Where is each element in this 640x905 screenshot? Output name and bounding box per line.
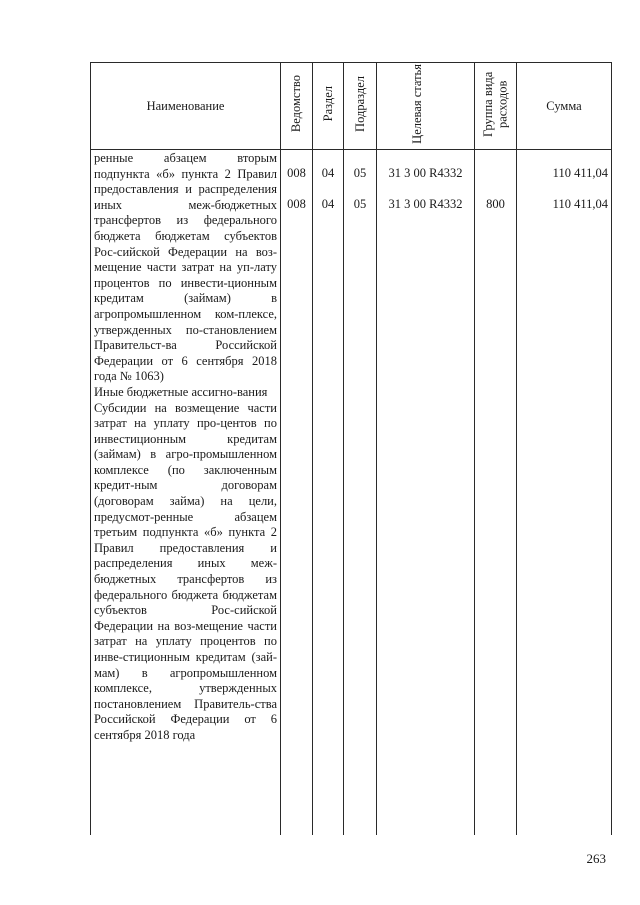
table-row	[91, 150, 612, 835]
header-section: Раздел	[313, 63, 344, 150]
row2-target: 31 3 00 R4332	[388, 196, 463, 211]
expense-group-cell	[475, 150, 517, 835]
header-subsection: Подраздел	[344, 63, 377, 150]
target-cell	[377, 150, 475, 835]
name-cell	[91, 150, 281, 835]
dept-cell	[281, 150, 313, 835]
header-expense-group: Группа вида расходов	[475, 63, 517, 150]
header-name: Наименование	[91, 63, 281, 150]
row2-subsection: 05	[353, 196, 367, 211]
text-block-1: ренные абзацем вторым подпункта «б» пункта 2 Правил предоставления и распределения иных меж-бюджетных трансфертов из федерального бюджета бюджетам субъектов Рос-сийской Федерации на воз-мещение части затрат на уп-лату процентов по инвести-ционным кредитам (займам) в агропромышленном ком-плексе, утвержденных по-становлением Правительст-ва Российской Федерации от 6 сентября 2018 года № 1063)	[94, 151, 277, 384]
row1-section: 04	[321, 165, 335, 180]
text-block-2: Иные бюджетные ассигно-вания	[94, 384, 268, 399]
header-dept: Ведомство	[281, 63, 313, 150]
row1-target: 31 3 00 R4332	[388, 165, 463, 180]
header-target: Целевая статья	[377, 63, 475, 150]
header-amount: Сумма	[517, 63, 612, 150]
budget-table	[90, 62, 612, 835]
subsection-cell	[344, 150, 377, 835]
row1-expense-group	[475, 166, 516, 182]
section-cell	[313, 150, 344, 835]
row2-expense-group: 800	[486, 196, 505, 211]
row2-section: 04	[321, 196, 335, 211]
row2-amount: 110 411,04	[552, 196, 608, 211]
table-header-row	[91, 63, 612, 150]
row1-amount: 110 411,04	[552, 165, 608, 180]
row1-subsection: 05	[353, 165, 367, 180]
page-number: 263	[586, 851, 606, 866]
row2-dept: 008	[287, 196, 306, 211]
text-block-3: Субсидии на возмещение части затрат на уплату про-центов по инвестиционным кредитам (займам) в агро-промышленном комплексе (по заключенным кредит-ным договорам (договорам займа) на цели, предусмот-ренные абзацем третьим подпункта «б» пункта 2 Правил предоставления и распределения иных меж-бюджетных трансфертов из федерального бюджета бюджетам субъектов Рос-сийской Федерации на воз-мещение части затрат на уплату процентов по инве-стиционным кредитам (зай-мам) в агропромышленном комплексе, утвержденных постановлением Правитель-ства Российской Федерации от 6 сентября 2018 года	[94, 400, 277, 742]
row1-dept: 008	[287, 165, 306, 180]
amount-cell	[517, 150, 612, 835]
